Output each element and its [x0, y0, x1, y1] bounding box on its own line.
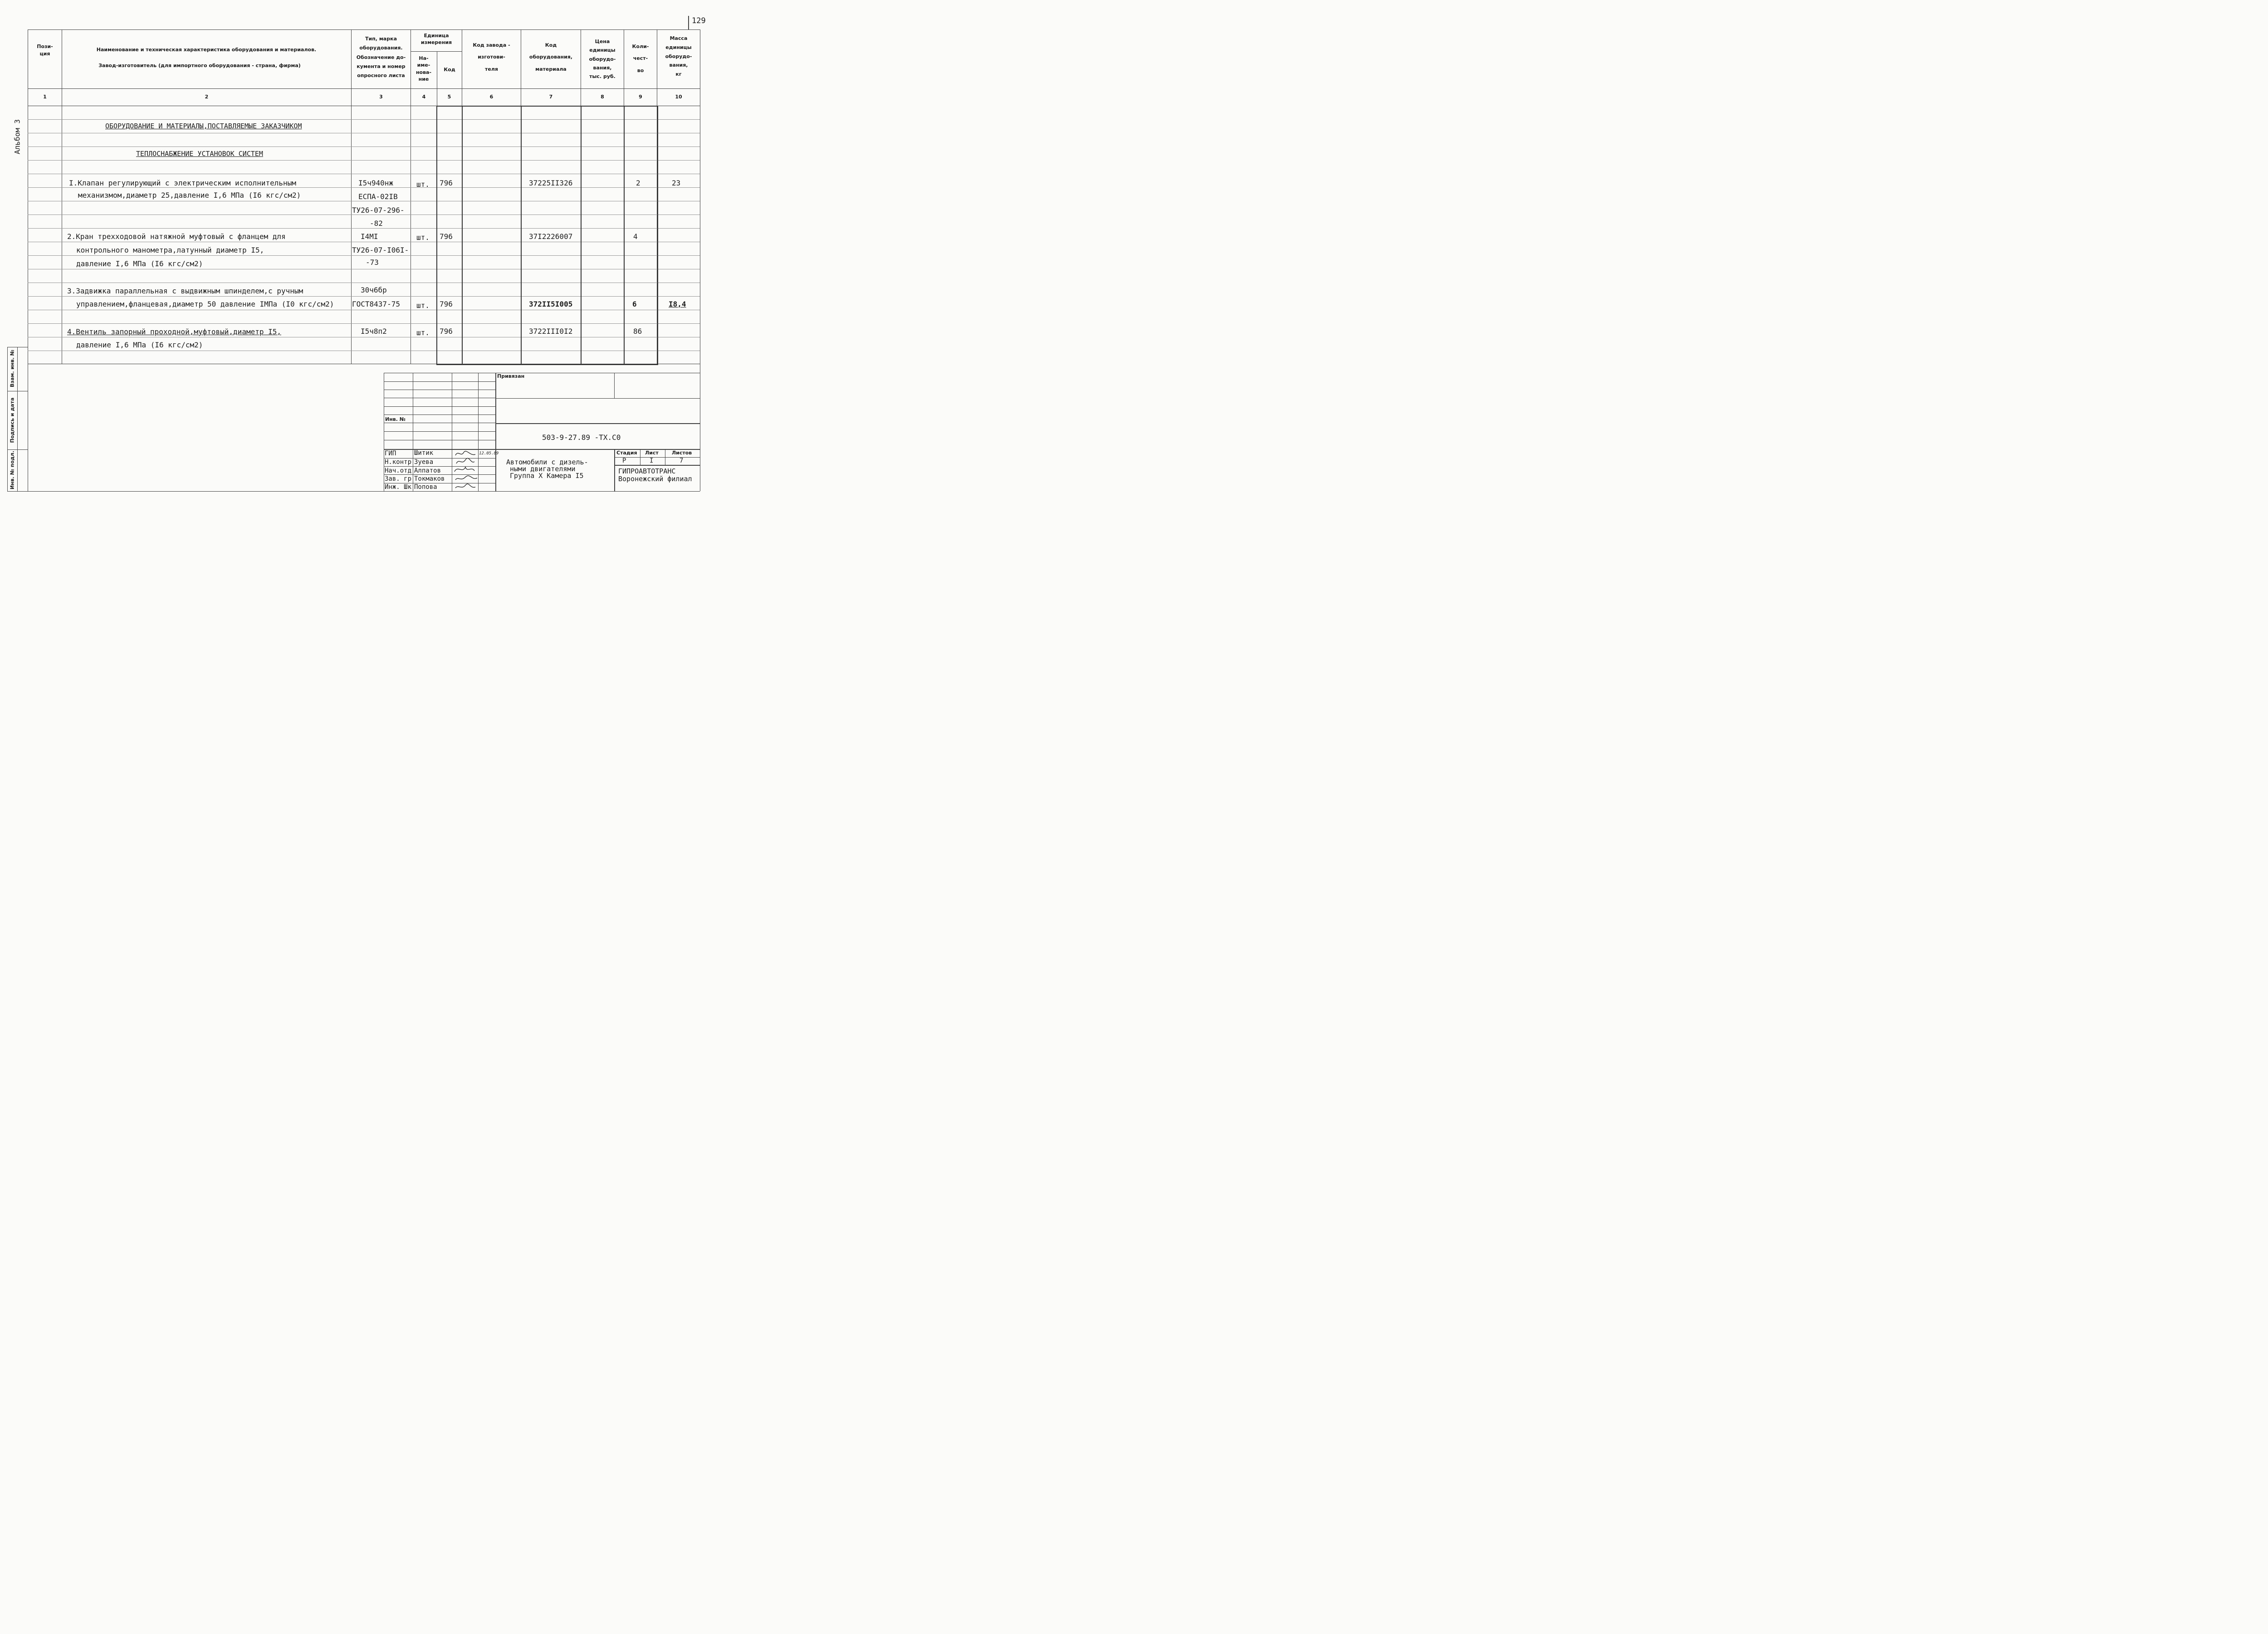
sheets-value: 7 [679, 457, 684, 464]
section-title-heating: ТЕПЛОСНАБЖЕНИЕ УСТАНОВОК СИСТЕМ [136, 150, 263, 158]
item2-unit: шт. [416, 233, 430, 242]
item4-name-line1: 4.Вентиль запорный проходной,муфтовый,диаметр I5, [67, 327, 282, 336]
section-title-supplied: ОБОРУДОВАНИЕ И МАТЕРИАЛЫ,ПОСТАВЛЯЕМЫЕ ЗАКАЗЧИКОМ [105, 122, 302, 130]
item1-type-line3: ТУ26-07-296- [352, 206, 405, 215]
role-gip: ГИП [385, 450, 396, 457]
col-num-9: 9 [639, 94, 642, 100]
item1-code: 37225II326 [529, 179, 573, 187]
item4-qty: 86 [633, 327, 642, 336]
item3-mass: I8,4 [669, 300, 686, 308]
item1-qty: 2 [636, 179, 640, 187]
org-branch: Воронежский филиал [618, 475, 692, 483]
item4-unit-code: 796 [440, 327, 453, 336]
item3-type-line1: 30ч6бр [361, 286, 387, 294]
header-mass: Масса единицы оборудо- вания, кг [665, 35, 692, 78]
item2-name-line1: 2.Кран трехходовой натяжной муфтовый с фланцем для [67, 232, 286, 241]
item1-type-line4: -82 [370, 219, 383, 228]
col-num-3: 3 [379, 94, 383, 100]
sign-date: 12.05.89 [479, 451, 499, 456]
description-line1: Автомобили с дизель- [506, 458, 588, 466]
margin-label-vzam: Взам. инв. № [9, 350, 15, 387]
item3-name-line1: 3.Задвижка параллельная с выдвижным шпинделем,с ручным [67, 287, 303, 295]
col-num-2: 2 [205, 94, 209, 100]
item1-name-line2: механизмом,диаметр 25,давление I,6 МПа (I6 кгс/см2) [78, 191, 301, 200]
item4-type-line1: I5ч8п2 [361, 327, 387, 336]
header-position: Пози- ция [37, 44, 53, 57]
name-tokmakov: Токмаков [414, 475, 445, 483]
header-unit-name: На- име- нова- ние [415, 55, 432, 83]
name-popova: Попова [414, 483, 437, 491]
item4-code: 3722III0I2 [529, 327, 573, 336]
item2-name-line3: давление I,6 МПа (I6 кгс/см2) [76, 259, 203, 268]
margin-label-podpis: Подпись и дата [9, 397, 15, 443]
name-zueva: Зуева [414, 458, 434, 466]
item2-type-line2: ТУ26-07-I06I- [352, 246, 409, 254]
org-name: ГИПРОАВТОТРАНС [618, 467, 676, 475]
header-quantity: Коли- чест- во [632, 44, 649, 73]
item3-unit: шт. [416, 301, 430, 310]
role-nach-otd: Нач.отд [385, 467, 412, 474]
item4-unit: шт. [416, 328, 430, 337]
col-num-10: 10 [675, 94, 682, 100]
item3-qty: 6 [632, 300, 637, 308]
sheets-label: Листов [672, 450, 692, 456]
stage-label: Стадия [616, 450, 637, 456]
sheet-value: I [650, 457, 654, 464]
inv-no-label: Инв. № [385, 416, 406, 422]
signatures [452, 449, 479, 491]
item1-type-line1: I5ч940нж [358, 179, 394, 187]
header-unit-group: Единица измерения [420, 33, 452, 45]
item2-type-line1: I4МI [361, 232, 378, 241]
description-line3: Группа X Камера I5 [510, 472, 584, 480]
col-num-1: 1 [43, 94, 47, 100]
item3-code: 372II5I005 [529, 300, 573, 308]
header-unit-code: Код [444, 67, 455, 73]
col-num-6: 6 [489, 94, 494, 100]
header-name-line2: Завод-изготовитель (для импортного оборудования - страна, фирма) [98, 63, 301, 68]
header-price: Цена единицы оборудо- вания, тыс. руб. [589, 39, 616, 79]
item4-name-line2: давление I,6 МПа (I6 кгс/см2) [76, 341, 203, 349]
margin-label-inv: Инв. № подл. [9, 450, 15, 490]
item3-unit-code: 796 [440, 300, 453, 308]
col-num-5: 5 [447, 94, 451, 100]
item1-unit-code: 796 [440, 179, 453, 187]
privyazan-label: Привязан [497, 373, 525, 379]
col-num-8: 8 [601, 94, 604, 100]
col-num-4: 4 [422, 94, 426, 100]
document-code: 503-9-27.89 -ТХ.С0 [542, 433, 621, 442]
item2-name-line2: контрольного манометра,латунный диаметр I5, [76, 246, 264, 254]
sheet-label: Лист [645, 450, 659, 456]
item2-type-line3: -73 [366, 258, 379, 267]
role-zav-gr: Зав. гр [385, 475, 412, 483]
role-inzh: Инж. Шк [385, 483, 412, 491]
item1-name-line1: I.Клапан регулирующий с электрическим исполнительным [69, 179, 296, 187]
description-line2: ными двигателями [510, 465, 576, 473]
item2-code: 37I2226007 [529, 232, 573, 241]
name-shitik: Шитик [414, 449, 434, 457]
album-label: Альбом 3 [13, 119, 22, 155]
stage-value: Р [622, 457, 626, 464]
item2-unit-code: 796 [440, 232, 453, 241]
col-num-7: 7 [549, 94, 553, 100]
item1-unit: шт. [416, 180, 430, 189]
header-type: Тип, марка оборудования. Обозначение до- кумента и номер опросного листа [356, 36, 406, 79]
header-equipment-code: Код оборудования, материала [529, 42, 573, 72]
item1-mass: 23 [672, 179, 681, 187]
item1-type-line2: ЕСПА-02IВ [358, 192, 398, 201]
role-n-kontr: Н.контр [385, 458, 412, 466]
header-factory-code: Код завода - изготови- теля [473, 42, 510, 72]
item2-qty: 4 [633, 232, 638, 241]
item3-type-line2: ГОСТ8437-75 [352, 300, 400, 308]
name-alpatov: Алпатов [414, 467, 441, 474]
item3-name-line2: управлением,фланцевая,диаметр 50 давление IМПа (I0 кгс/см2) [76, 300, 334, 308]
header-name-line1: Наименование и техническая характеристика оборудования и материалов. [96, 47, 317, 53]
page-number: 129 [692, 16, 706, 25]
